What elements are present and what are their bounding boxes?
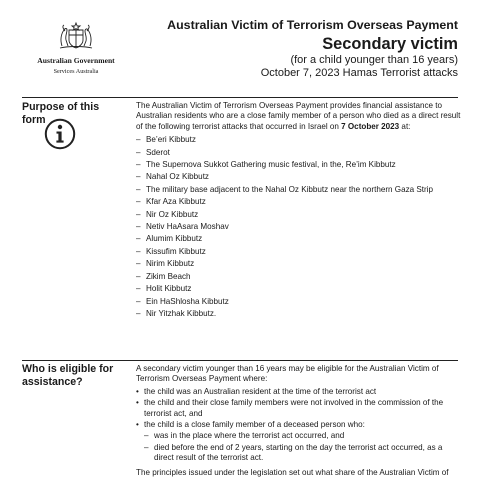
government-name: Australian Government — [37, 56, 115, 65]
list-item: – Alumim Kibbutz — [136, 233, 462, 245]
list-item — [136, 420, 462, 464]
list-item: • the child and their close family members were not involved in the commission of the terrorist act, and — [136, 398, 462, 419]
list-item: – Sderot — [136, 147, 462, 159]
coat-of-arms-icon — [54, 20, 98, 52]
list-item: – Be’eri Kibbutz — [136, 134, 462, 146]
list-item-text: the child is a close family member of a deceased person who: — [144, 420, 365, 430]
eligibility-intro: A secondary victim younger than 16 years may be eligible for the Australian Victim of Terrorism Overseas Payment where: — [136, 364, 439, 384]
attack-location-list — [136, 134, 462, 320]
form-title-block — [158, 17, 458, 80]
list-item: – Kissufim Kibbutz — [136, 246, 462, 258]
purpose-intro-tail: at: — [399, 121, 411, 131]
list-item: – Nahal Oz Kibbutz — [136, 171, 462, 183]
deceased-conditions-list — [144, 431, 462, 463]
list-item: – was in the place where the terrorist act occurred, and — [144, 431, 462, 441]
section-divider — [22, 97, 458, 98]
form-title: Australian Victim of Terrorism Overseas Payment — [167, 18, 458, 32]
purpose-body — [136, 101, 462, 320]
list-item: – Nir Oz Kibbutz — [136, 209, 462, 221]
list-item: – The military base adjacent to the Nahal Oz Kibbutz near the northern Gaza Strip — [136, 184, 462, 196]
list-item: – Zikim Beach — [136, 271, 462, 283]
info-icon — [44, 118, 76, 150]
form-age-note: (for a child younger than 16 years) — [290, 54, 458, 66]
list-item: – Holit Kibbutz — [136, 283, 462, 295]
list-item: – Kfar Aza Kibbutz — [136, 196, 462, 208]
eligibility-body — [136, 364, 462, 478]
list-item: – Ein HaShlosha Kibbutz — [136, 296, 462, 308]
section-divider — [22, 360, 458, 361]
form-event-line: October 7, 2023 Hamas Terrorist attacks — [260, 67, 458, 79]
list-item: – The Supernova Sukkot Gathering music festival, in the, Re’im Kibbutz — [136, 159, 462, 171]
eligibility-heading: Who is eligible for assistance? — [22, 363, 114, 388]
purpose-intro-text: The Australian Victim of Terrorism Overseas Payment provides financial assistance to Australian residents who are a close family member of a person who died as a direct result of the following terrorist attacks that occurred in Israel on — [136, 101, 461, 131]
list-item: – Nirim Kibbutz — [136, 258, 462, 270]
list-item: – died before the end of 2 years, starting on the day the terrorist act occurred, as a direct result of the terrorist act. — [144, 443, 462, 464]
government-logo — [30, 20, 122, 75]
eligibility-criteria-list — [136, 387, 462, 464]
list-item: • the child was an Australian resident at the time of the terrorist act — [136, 387, 462, 397]
form-subtitle: Secondary victim — [322, 35, 458, 53]
purpose-intro — [136, 101, 462, 132]
attack-date: 7 October 2023 — [341, 121, 400, 131]
eligibility-footer-text: The principles issued under the legislation set out what share of the Australian Victim of — [136, 467, 449, 477]
list-item: – Netiv HaAsara Moshav — [136, 221, 462, 233]
list-item: – Nir Yitzhak Kibbutz. — [136, 308, 462, 320]
purpose-heading: Purpose of this form — [22, 101, 100, 126]
agency-name: Services Australia — [53, 68, 99, 75]
